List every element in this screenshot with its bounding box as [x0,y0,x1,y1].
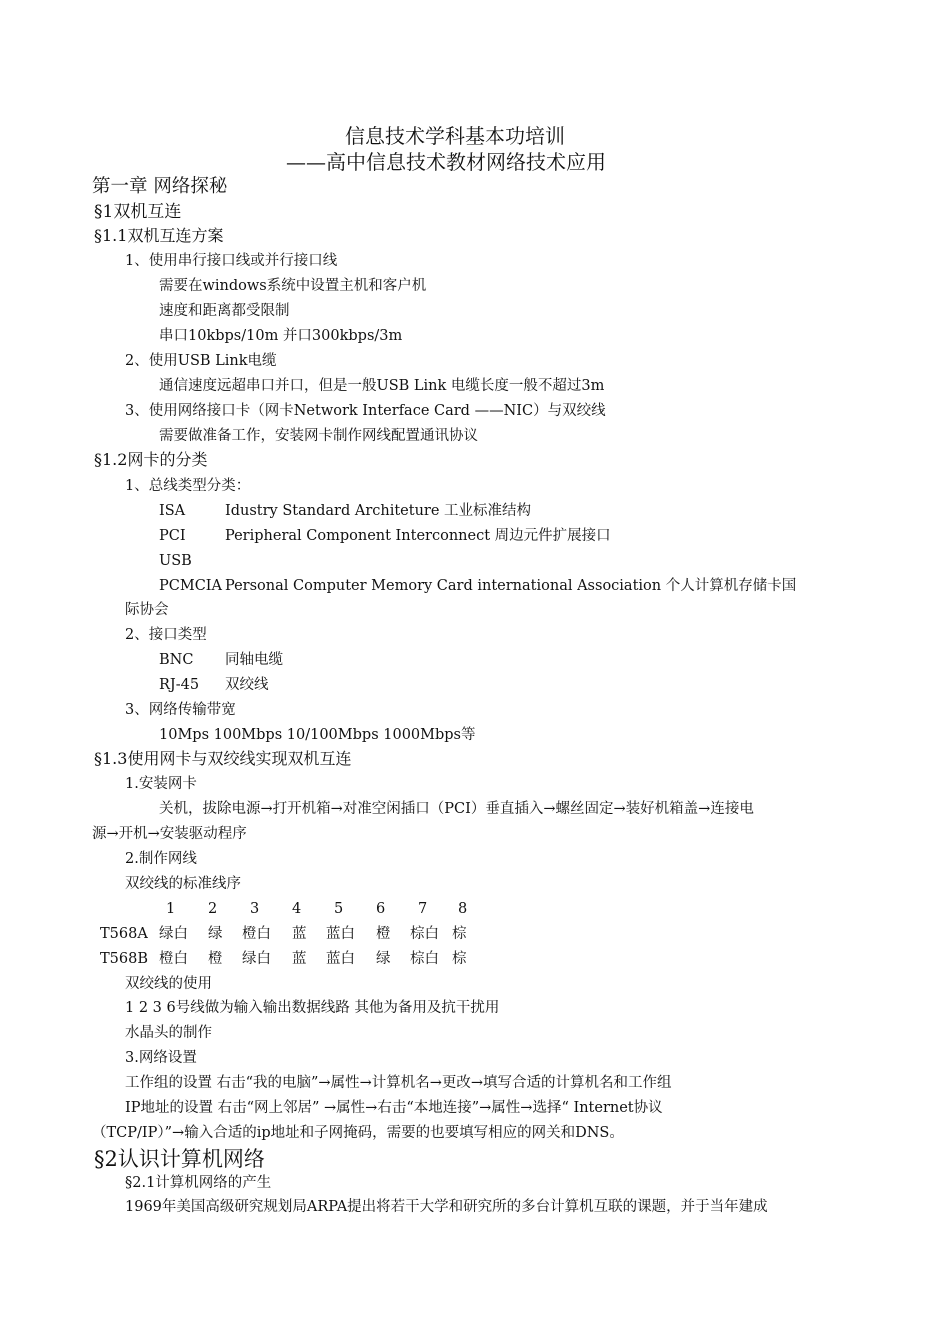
subsection-heading-1-2: §1.2网卡的分类 [94,450,208,469]
pin-number: 6 [376,901,386,917]
subsection-heading-1-3: §1.3使用网卡与双绞线实现双机互连 [94,749,352,768]
wire-color: 蓝 [292,951,307,967]
paragraph-line: （TCP/IP）”→输入合适的ip地址和子网掩码，需要的也要填写相应的网关和DNS。 [92,1125,624,1141]
bus-desc: Peripheral Component Interconnect 周边元件扩展接口 [225,528,611,544]
paragraph-line: 工作组的设置 右击“我的电脑”→属性→计算机名→更改→填写合适的计算机名和工作组 [125,1075,672,1091]
step-heading: 2.制作网线 [125,851,197,867]
list-line: 通信速度远超串口并口，但是一般USB Link 电缆长度一般不超过3m [159,378,605,394]
section-heading-2: §2认识计算机网络 [94,1147,265,1171]
paragraph-line: 关机，拔除电源→打开机箱→对准空闲插口（PCI）垂直插入→螺丝固定→装好机箱盖→连接电 [159,801,754,817]
bus-abbr: ISA [159,503,186,519]
port-desc: 双绞线 [225,677,269,693]
bus-abbr: USB [159,553,192,569]
list-item: 3、使用网络接口卡（网卡Network Interface Card ——NIC）与双绞线 [125,403,606,419]
port-desc: 同轴电缆 [225,652,283,668]
standard-label: T568A [100,926,148,942]
bus-desc: Personal Computer Memory Card international Association 个人计算机存储卡国 [225,578,797,594]
port-abbr: RJ-45 [159,677,200,693]
paragraph-line: 双绞线的标准线序 [125,876,241,892]
paragraph-line: 双绞线的使用 [125,976,212,992]
pin-number: 1 [166,901,176,917]
wire-color: 橙 [208,951,223,967]
wire-color: 橙白 [159,951,188,967]
wire-color: 绿白 [159,926,188,942]
pin-number: 4 [292,901,302,917]
wire-color: 绿 [208,926,223,942]
list-line: 串口10kbps/10m 并口300kbps/3m [159,328,403,344]
chapter-heading: 第一章 网络探秘 [92,176,228,197]
bus-abbr: PCI [159,528,186,544]
pin-number: 8 [458,901,468,917]
bus-desc: Idustry Standard Architeture 工业标准结构 [225,503,532,519]
list-line: 需要在windows系统中设置主机和客户机 [159,278,427,294]
doc-title-line2: ——高中信息技术教材网络技术应用 [286,150,606,174]
list-item: 3、网络传输带宽 [125,702,236,718]
step-heading: 3.网络设置 [125,1050,197,1066]
wire-color: 棕白 [410,926,439,942]
list-item: 1、使用串行接口线或并行接口线 [125,253,338,269]
list-item: 2、使用USB Link电缆 [125,353,277,369]
wire-color: 橙白 [242,926,271,942]
standard-label: T568B [100,951,149,967]
wire-color: 绿白 [242,951,271,967]
pin-number: 3 [250,901,260,917]
wire-color: 绿 [376,951,391,967]
pin-number: 5 [334,901,344,917]
wire-color: 蓝白 [326,951,355,967]
paragraph-line: IP地址的设置 右击“网上邻居” →属性→右击“本地连接”→属性→选择“ Internet协议 [125,1100,663,1116]
doc-title-line1: 信息技术学科基本功培训 [345,124,565,148]
list-item: 2、接口类型 [125,627,207,643]
paragraph-line: 源→开机→安装驱动程序 [92,826,247,842]
wire-color: 橙 [376,926,391,942]
subsection-heading-1-1: §1.1双机互连方案 [94,226,224,245]
paragraph-line: 水晶头的制作 [125,1025,212,1041]
bus-abbr: PCMCIA [159,578,222,594]
port-abbr: BNC [159,652,194,668]
list-item: 1、总线类型分类： [125,478,251,494]
paragraph-line: 1 2 3 6号线做为输入输出数据线路 其他为备用及抗干扰用 [125,1000,500,1016]
list-line: 需要做准备工作，安装网卡制作网线配置通讯协议 [159,428,478,444]
section-heading-1: §1双机互连 [94,202,182,222]
list-line: 10Mps 100Mbps 10/100Mbps 1000Mbps等 [159,727,476,743]
list-line: 速度和距离都受限制 [159,303,290,319]
wire-color: 棕 [452,926,467,942]
wire-color: 棕白 [410,951,439,967]
wire-color: 棕 [452,951,467,967]
wire-color: 蓝 [292,926,307,942]
paragraph-line: 1969年美国高级研究规划局ARPA提出将若干大学和研究所的多台计算机互联的课题，并于当年建成 [125,1199,768,1215]
subsection-heading-2-1: §2.1计算机网络的产生 [125,1175,272,1191]
wire-color: 蓝白 [326,926,355,942]
step-heading: 1.安装网卡 [125,776,197,792]
pin-number: 7 [418,901,428,917]
bus-desc-wrap: 际协会 [125,602,169,618]
pin-number: 2 [208,901,218,917]
